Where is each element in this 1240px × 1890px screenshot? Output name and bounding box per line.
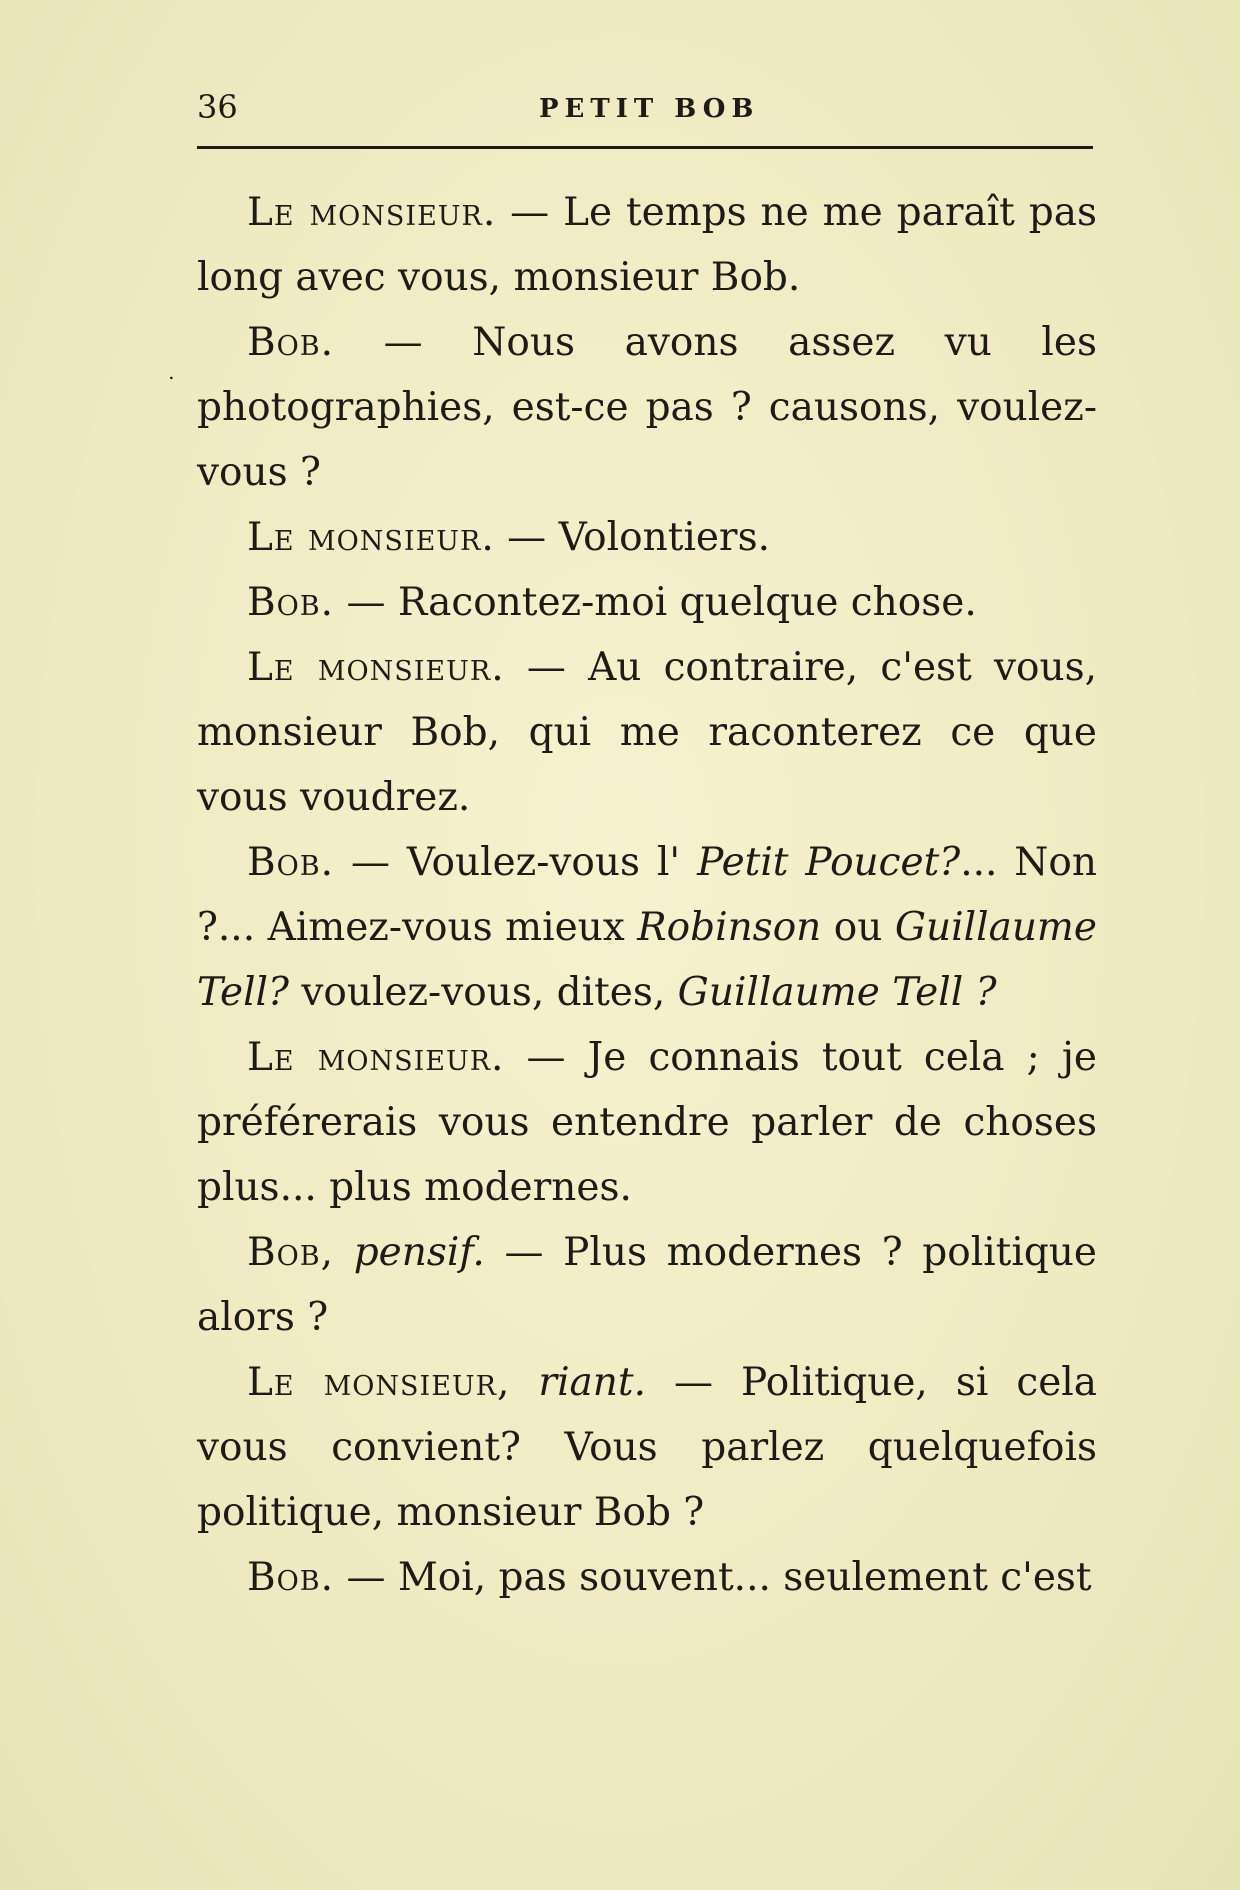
dialogue-line: voulez-vous, dites, xyxy=(288,970,678,1015)
stage-direction: riant. xyxy=(538,1360,646,1405)
dialogue-line: Au contraire, c'est vous, monsieur Bob, qui me raconterez ce que vous voudrez. xyxy=(197,645,1098,820)
dialogue-line: Volontiers. xyxy=(558,515,770,560)
book-title: Robinson xyxy=(637,905,822,950)
dash: — xyxy=(496,190,564,235)
speaker-name: Le monsieur, xyxy=(247,1360,511,1405)
dialogue-paragraph xyxy=(197,505,1097,570)
dialogue-line: Plus modernes ? politique alors ? xyxy=(197,1230,1097,1340)
speaker-name: Bob, xyxy=(247,1230,335,1275)
dialogue-paragraph xyxy=(197,1545,1097,1610)
dash: — xyxy=(504,645,589,690)
dash: — xyxy=(334,320,473,365)
speaker-name: Le monsieur. xyxy=(247,645,505,690)
speaker-name: Le monsieur. xyxy=(247,515,495,560)
book-title: Petit Poucet? xyxy=(697,840,961,885)
dialogue-line: ... Non ?... Aimez-vous mieux xyxy=(197,840,1098,950)
speaker-name: Bob. xyxy=(247,320,335,365)
book-title: Guillaume Tell? xyxy=(197,905,1097,1015)
dialogue-paragraph xyxy=(197,1025,1097,1220)
dialogue-text xyxy=(197,180,1097,1610)
speaker-name: Le monsieur. xyxy=(247,1035,505,1080)
dialogue-paragraph xyxy=(197,830,1097,1025)
speaker-name: Bob. xyxy=(247,1555,335,1600)
ink-speck-icon: ․ xyxy=(168,360,175,384)
dialogue-line: Je connais tout cela ; je préférerais vous entendre parler de choses plus... plus modernes. xyxy=(197,1035,1098,1210)
dialogue-paragraph xyxy=(197,635,1097,830)
speaker-name: Le monsieur. xyxy=(247,190,497,235)
book-title: Guillaume Tell ? xyxy=(677,970,997,1015)
page-header xyxy=(197,88,1093,128)
speaker-name: Bob. xyxy=(247,580,335,625)
dialogue-paragraph xyxy=(197,1350,1097,1545)
dash: — xyxy=(334,840,407,885)
dialogue-paragraph xyxy=(197,1220,1097,1350)
stage-direction: pensif. xyxy=(353,1230,485,1275)
dash: — xyxy=(504,1035,588,1080)
running-title: PETIT BOB xyxy=(539,94,760,124)
dialogue-line: Moi, pas souvent... seulement c'est xyxy=(397,1555,1092,1600)
dash: — xyxy=(334,1555,398,1600)
dialogue-paragraph xyxy=(197,180,1097,310)
dash: — xyxy=(494,515,559,560)
dialogue-paragraph xyxy=(197,310,1097,505)
dialogue-line: Voulez-vous l' xyxy=(406,840,698,885)
dash: — xyxy=(645,1360,742,1405)
dialogue-line: ou xyxy=(821,905,895,950)
dialogue-line: Le temps ne me paraît pas long avec vous, monsieur Bob. xyxy=(197,190,1097,300)
dialogue-line: Nous avons assez vu les photographies, est-ce pas ? causons, voulez-vous ? xyxy=(197,320,1097,495)
header-rule xyxy=(197,146,1093,149)
dialogue-line: Politique, si cela vous convient? Vous parlez quelquefois politique, monsieur Bob ? xyxy=(197,1360,1097,1535)
dialogue-line: Racontez-moi quelque chose. xyxy=(397,580,977,625)
speaker-name: Bob. xyxy=(247,840,335,885)
page-number: 36 xyxy=(197,88,238,126)
dash: — xyxy=(484,1230,564,1275)
dash: — xyxy=(334,580,398,625)
dialogue-paragraph xyxy=(197,570,1097,635)
